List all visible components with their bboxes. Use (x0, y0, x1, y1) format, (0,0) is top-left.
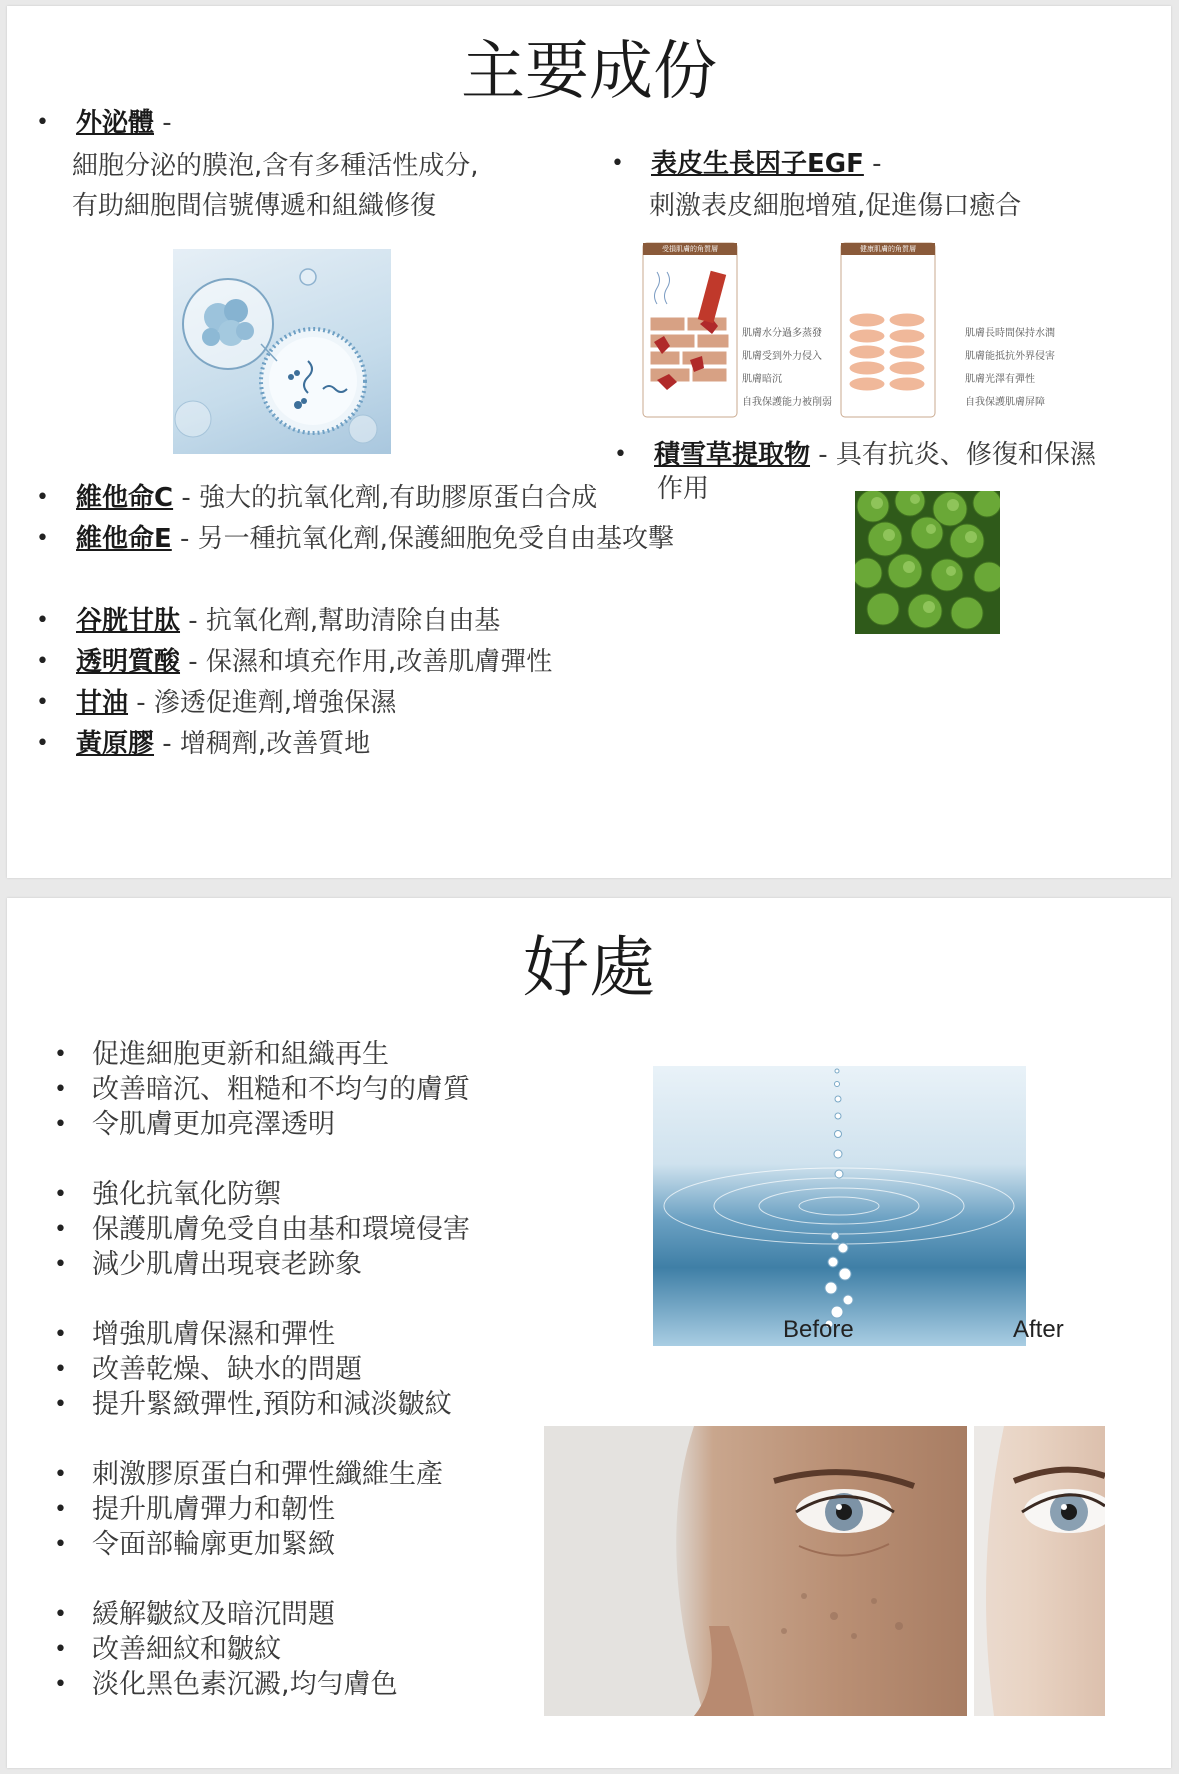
slide-benefits (7, 898, 1171, 1768)
benefit-text: 強化抗氧化防禦 (92, 1179, 281, 1210)
ingredient-desc: - 具有抗炎、修復和保濕 (810, 440, 1096, 470)
ingredient-desc: - 抗氧化劑,幫助清除自由基 (180, 606, 501, 636)
benefit-item (54, 1317, 335, 1352)
benefit-text: 提升肌膚彈力和韌性 (92, 1494, 335, 1525)
bullet-dot: • (54, 1532, 67, 1557)
bullet-dot: • (614, 442, 627, 467)
bullet-dot: • (54, 1392, 67, 1417)
ingredient-xanthan-gum (36, 727, 371, 761)
benefit-item (54, 1527, 335, 1562)
benefit-text: 刺激膠原蛋白和彈性纖維生產 (92, 1459, 443, 1490)
bullet-dot: • (54, 1602, 67, 1627)
bullet-dot: • (36, 110, 49, 135)
ingredient-term: 谷胱甘肽 (76, 606, 181, 636)
diagram-item: 肌膚水分過多蒸發 (742, 328, 822, 339)
ingredient-desc: - 滲透促進劑,增強保濕 (128, 688, 397, 718)
ingredient-desc: - 增稠劑,改善質地 (154, 729, 371, 759)
ingredient-term: 積雪草提取物 (654, 440, 811, 470)
slide-title: 主要成份 (461, 35, 717, 109)
benefit-item (54, 1212, 470, 1247)
damaged-skin-list (742, 322, 832, 414)
diagram-item: 肌膚長時間保持水潤 (965, 328, 1055, 339)
bullet-dot: • (54, 1637, 67, 1662)
before-label: Before (783, 1316, 854, 1343)
benefit-text: 減少肌膚出現衰老跡象 (92, 1249, 362, 1280)
ingredient-sep: - (863, 149, 882, 179)
ingredient-desc: - 另一種抗氧化劑,保護細胞免受自由基攻擊 (171, 524, 674, 554)
benefit-item (54, 1492, 335, 1527)
ingredient-term: 維他命E (76, 524, 172, 554)
bullet-dot: • (36, 526, 49, 551)
ingredient-glycerin (36, 686, 397, 720)
ingredient-term: 透明質酸 (76, 647, 181, 677)
face-icon (544, 1426, 967, 1716)
benefit-item (54, 1667, 398, 1702)
face-icon (974, 1426, 1105, 1716)
healthy-skin-list (965, 322, 1055, 414)
bullet-dot: • (54, 1462, 67, 1487)
benefit-item (54, 1247, 362, 1282)
benefit-item (54, 1457, 443, 1492)
benefit-item (54, 1177, 281, 1212)
bullet-dot: • (54, 1322, 67, 1347)
benefit-item (54, 1597, 335, 1632)
benefit-text: 增強肌膚保濕和彈性 (92, 1319, 335, 1350)
skin-barrier-diagram (642, 242, 942, 420)
benefit-text: 令肌膚更加亮澤透明 (92, 1109, 335, 1140)
bullet-dot: • (36, 649, 49, 674)
benefit-text: 改善暗沉、粗糙和不均勻的膚質 (92, 1074, 470, 1105)
benefit-text: 緩解皺紋及暗沉問題 (92, 1599, 335, 1630)
diagram-item: 自我保護肌膚屏障 (965, 397, 1045, 408)
ingredient-exosome (36, 106, 172, 140)
bullet-dot: • (54, 1182, 67, 1207)
egf-desc-line1: 刺激表皮細胞增殖,促進傷口癒合 (649, 191, 1022, 221)
ingredient-sep: - (154, 108, 172, 138)
bullet-dot: • (54, 1077, 67, 1102)
benefit-text: 改善乾燥、缺水的問題 (92, 1354, 362, 1385)
ingredient-term: 黃原膠 (76, 729, 155, 759)
benefit-text: 淡化黑色素沉澱,均勻膚色 (92, 1669, 398, 1700)
benefit-text: 令面部輪廓更加緊緻 (92, 1529, 335, 1560)
slide-title: 好處 (523, 929, 655, 1006)
exosome-cell-image (173, 249, 391, 454)
water-ripple-image (653, 1066, 1026, 1346)
slide-ingredients (7, 6, 1171, 878)
bullet-dot: • (54, 1042, 67, 1067)
ingredient-term: 表皮生長因子EGF (651, 149, 864, 179)
benefit-item (54, 1352, 362, 1387)
ingredient-term: 甘油 (76, 688, 129, 718)
bullet-dot: • (54, 1252, 67, 1277)
benefit-text: 促進細胞更新和組織再生 (92, 1039, 389, 1070)
ingredient-glutathione (36, 604, 501, 638)
ingredient-desc: - 保濕和填充作用,改善肌膚彈性 (180, 647, 553, 677)
benefit-item (54, 1107, 335, 1142)
ingredient-centella (614, 438, 1096, 472)
bullet-dot: • (54, 1112, 67, 1137)
ingredient-egf (611, 147, 882, 181)
ingredient-hyaluronic-acid (36, 645, 553, 679)
centella-leaves-image (855, 491, 1000, 634)
benefit-item (54, 1387, 452, 1422)
bullet-dot: • (54, 1217, 67, 1242)
bullet-dot: • (54, 1497, 67, 1522)
diagram-item: 自我保護能力被削弱 (742, 397, 832, 408)
diagram-item: 肌膚能抵抗外界侵害 (965, 351, 1055, 362)
water-drop-icon (653, 1066, 1026, 1346)
benefit-text: 提升緊緻彈性,預防和減淡皺紋 (92, 1389, 452, 1420)
benefit-item (54, 1632, 281, 1667)
after-label: After (1013, 1316, 1064, 1343)
centella-desc-line2: 作用 (657, 474, 710, 504)
benefit-item (54, 1037, 389, 1072)
benefit-item (54, 1072, 470, 1107)
bullet-dot: • (611, 151, 624, 176)
leaf-icon (855, 491, 1000, 634)
diagram-item: 肌膚受到外力侵入 (742, 351, 822, 362)
bullet-dot: • (36, 690, 49, 715)
before-face-image (544, 1426, 967, 1716)
ingredient-term: 外泌體 (76, 108, 155, 138)
bullet-dot: • (36, 485, 49, 510)
bullet-dot: • (54, 1672, 67, 1697)
benefit-text: 保護肌膚免受自由基和環境侵害 (92, 1214, 470, 1245)
diagram-item: 肌膚暗沉 (742, 374, 782, 385)
diagram-item: 肌膚光澤有彈性 (965, 374, 1035, 385)
ingredient-term: 維他命C (76, 483, 174, 513)
healthy-skin-header: 健康肌膚的角質層 (860, 245, 916, 253)
benefit-text: 改善細紋和皺紋 (92, 1634, 281, 1665)
damaged-skin-header: 受損肌膚的角質層 (662, 245, 718, 253)
ingredient-vitamin-c (36, 481, 598, 515)
bullet-dot: • (54, 1357, 67, 1382)
bullet-dot: • (36, 731, 49, 756)
exosome-desc-line1: 細胞分泌的膜泡,含有多種活性成分, (72, 151, 479, 181)
exosome-desc-line2: 有助細胞間信號傳遞和組織修復 (72, 191, 437, 221)
ingredient-desc: - 強大的抗氧化劑,有助膠原蛋白合成 (173, 483, 598, 513)
bullet-dot: • (36, 608, 49, 633)
after-face-image (974, 1426, 1105, 1716)
cell-illustration-icon (173, 249, 391, 454)
ingredient-vitamin-e (36, 522, 674, 556)
